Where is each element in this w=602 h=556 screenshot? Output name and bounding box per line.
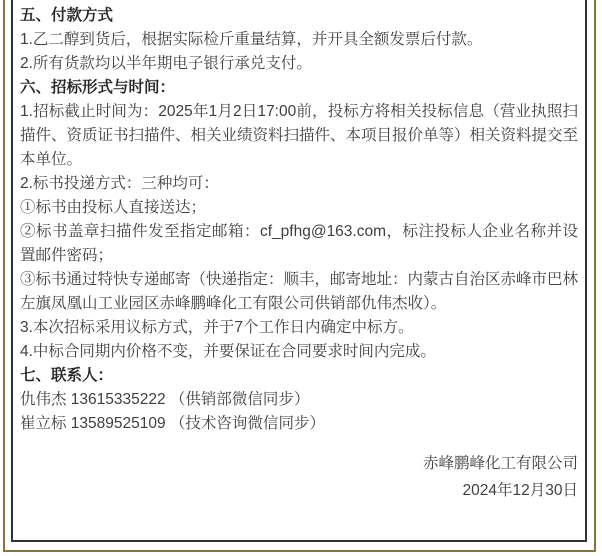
signature-block — [20, 450, 578, 504]
bidding-item-delivery-methods: 2.标书投递方式：三种均可： — [20, 175, 219, 192]
bidding-item-deadline: 1.招标截止时间为：2025年1月2日17:00前，投标方将相关投标信息（营业执照扫描件、资质证书扫描件、相关业绩资料扫描件、本项目报价单等）相关资料提交至本单位。 — [20, 103, 579, 168]
payment-item-1: 1.乙二醇到货后，根据实际检斤重量结算，并开具全额发票后付款。 — [20, 31, 483, 48]
section-heading-payment: 五、付款方式 — [20, 7, 114, 24]
bidding-item-price-fixed: 4.中标合同期内价格不变，并要保证在合同要求时间内完成。 — [20, 343, 436, 360]
document-body — [20, 4, 578, 504]
payment-item-2: 2.所有货款均以半年期电子银行承兑支付。 — [20, 55, 312, 72]
bidding-delivery-option-2-email: ②标书盖章扫描件发至指定邮箱：cf_pfhg@163.com，标注投标人企业名称并设置邮件密码； — [20, 223, 578, 264]
bidding-item-negotiation: 3.本次招标采用议标方式，并于7个工作日内确定中标方。 — [20, 319, 414, 336]
bidding-delivery-option-3-express: ③标书通过特快专递邮寄（快递指定：顺丰，邮寄地址：内蒙古自治区赤峰市巴林左旗凤凰山工业园区赤峰鹏峰化工有限公司供销部仇伟杰收）。 — [20, 271, 579, 312]
signature-company: 赤峰鹏峰化工有限公司 — [422, 455, 578, 472]
signature-date: 2024年12月30日 — [462, 482, 578, 499]
contact-line-1: 仇伟杰 13615335222 （供销部微信同步） — [20, 391, 310, 408]
section-heading-contacts: 七、联系人： — [20, 367, 114, 384]
section-heading-bidding: 六、招标形式与时间： — [20, 79, 176, 96]
contact-line-2: 崔立标 13589525109 （技术咨询微信同步） — [20, 415, 325, 432]
bidding-delivery-option-1: ①标书由投标人直接送达； — [20, 199, 207, 216]
